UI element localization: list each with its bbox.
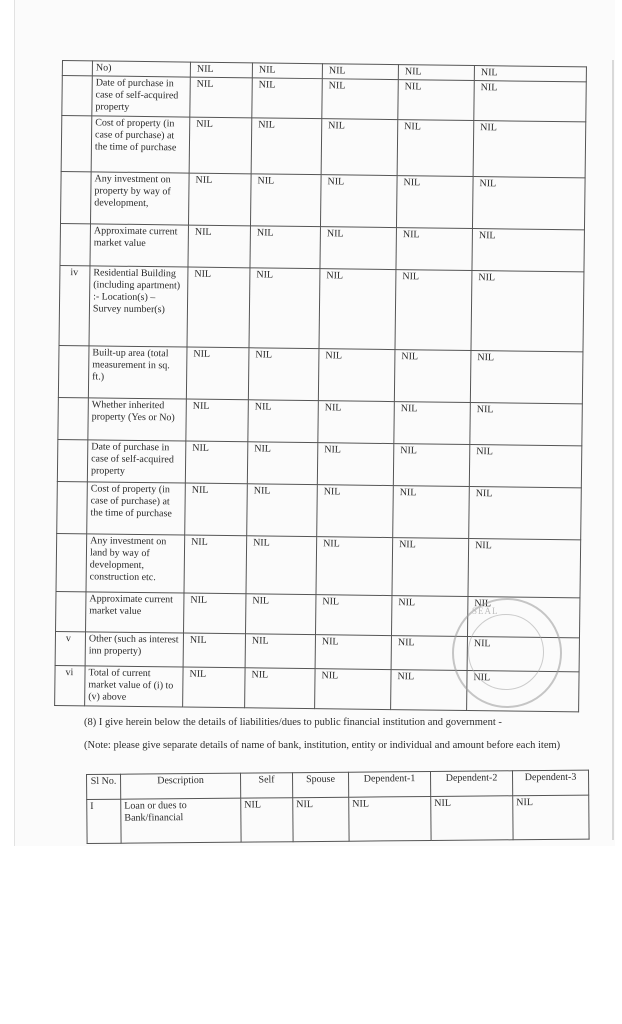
- row-description: Total of current market value of (i) to (v) above: [85, 666, 183, 707]
- value-cell: NIL: [315, 595, 391, 636]
- value-cell: NIL: [470, 403, 583, 446]
- page-edge: [612, 60, 614, 840]
- value-cell: NIL: [470, 351, 583, 404]
- value-cell: NIL: [250, 226, 321, 269]
- section-8-note: (Note: please give separate details of name of bank, institution, entity or individual and amount before each item): [84, 740, 561, 751]
- value-cell: NIL: [393, 486, 470, 539]
- row-description: Date of purchase in case of self-acquired property: [87, 440, 186, 483]
- value-cell: NIL: [513, 795, 589, 840]
- table-row: [58, 397, 582, 445]
- official-seal-stamp: [452, 598, 562, 708]
- value-cell: NIL: [247, 484, 318, 537]
- value-cell: NIL: [392, 538, 469, 597]
- value-cell: NIL: [241, 797, 293, 842]
- value-cell: NIL: [469, 487, 582, 540]
- value-cell: NIL: [349, 796, 431, 841]
- value-cell: NIL: [317, 443, 394, 486]
- value-cell: NIL: [320, 175, 397, 228]
- value-cell: NIL: [245, 634, 315, 669]
- row-description: Loan or dues to Bank/financial: [121, 798, 241, 843]
- value-cell: NIL: [247, 442, 318, 485]
- table-row: [58, 345, 583, 403]
- header-dependent-2: Dependent-2: [430, 771, 512, 796]
- header-dependent-1: Dependent-1: [348, 771, 430, 796]
- row-number: [61, 116, 92, 172]
- row-number: [61, 171, 92, 223]
- value-cell: NIL: [248, 400, 319, 443]
- row-number: [57, 439, 88, 481]
- header-dependent-3: Dependent-3: [512, 770, 588, 795]
- value-cell: NIL: [293, 797, 349, 842]
- value-cell: NIL: [249, 268, 320, 349]
- row-description: Any investment on property by way of development,: [91, 172, 190, 225]
- value-cell: NIL: [188, 225, 251, 268]
- row-number: [60, 223, 91, 265]
- table-row: [59, 265, 584, 351]
- value-cell: NIL: [468, 539, 581, 598]
- section-8-heading: (8) I give herein below the details of liabilities/dues to public financial institution and government -: [84, 717, 502, 728]
- value-cell: NIL: [250, 174, 321, 227]
- value-cell: NIL: [315, 635, 391, 670]
- value-cell: NIL: [471, 271, 584, 352]
- value-cell: NIL: [188, 173, 251, 226]
- value-cell: NIL: [472, 229, 585, 272]
- table-row: [56, 533, 581, 597]
- row-description: Cost of property (in case of purchase) at the time of purchase: [87, 482, 186, 535]
- value-cell: NIL: [398, 65, 474, 81]
- value-cell: NIL: [469, 445, 582, 488]
- row-number: [56, 591, 86, 631]
- row-description: Residential Building (including apartment) :- Location(s) – Survey number(s): [89, 266, 188, 347]
- value-cell: NIL: [472, 177, 585, 230]
- value-cell: NIL: [186, 347, 249, 400]
- value-cell: NIL: [474, 81, 586, 122]
- value-cell: NIL: [319, 269, 396, 350]
- row-description: Date of purchase in case of self-acquired property: [92, 76, 190, 117]
- row-description: No): [92, 61, 190, 77]
- value-cell: NIL: [317, 485, 394, 538]
- value-cell: NIL: [395, 270, 472, 351]
- value-cell: NIL: [320, 227, 397, 270]
- value-cell: NIL: [248, 348, 319, 401]
- value-cell: NIL: [184, 535, 247, 594]
- seal-inner-ring: [468, 614, 544, 690]
- value-cell: NIL: [246, 594, 316, 635]
- value-cell: NIL: [246, 536, 317, 595]
- value-cell: NIL: [398, 80, 474, 121]
- value-cell: NIL: [473, 121, 586, 178]
- value-cell: NIL: [394, 402, 471, 445]
- row-description: Whether inherited property (Yes or No): [88, 398, 187, 441]
- value-cell: NIL: [251, 118, 322, 175]
- value-cell: NIL: [322, 79, 398, 120]
- value-cell: NIL: [321, 119, 398, 176]
- value-cell: NIL: [391, 636, 467, 671]
- row-description: Any investment on land by way of development, construction etc.: [86, 534, 185, 593]
- value-cell: NIL: [467, 596, 579, 637]
- table-row: [60, 223, 584, 271]
- value-cell: NIL: [467, 670, 579, 711]
- table-row: [61, 171, 586, 229]
- table-row: [57, 439, 581, 487]
- row-number: vi: [55, 665, 85, 705]
- blank-margin: [0, 846, 622, 1024]
- value-cell: NIL: [318, 349, 395, 402]
- table-row: [62, 76, 586, 122]
- row-description: Approximate current market value: [86, 592, 184, 633]
- value-cell: NIL: [189, 117, 252, 174]
- row-number: v: [55, 631, 85, 665]
- value-cell: NIL: [391, 670, 467, 711]
- liabilities-table: [86, 770, 590, 844]
- value-cell: NIL: [315, 669, 391, 710]
- row-number: [58, 397, 89, 439]
- row-number: I: [87, 799, 121, 844]
- value-cell: NIL: [431, 795, 513, 840]
- row-description: Other (such as interest inn property): [85, 632, 183, 667]
- row-number: [58, 345, 89, 397]
- value-cell: NIL: [185, 441, 248, 484]
- value-cell: NIL: [394, 350, 471, 403]
- header-spouse: Spouse: [292, 772, 348, 797]
- value-cell: NIL: [474, 66, 586, 82]
- seal-text: SEAL: [472, 606, 499, 616]
- value-cell: NIL: [391, 596, 467, 637]
- value-cell: NIL: [396, 176, 473, 229]
- header-self: Self: [240, 773, 292, 798]
- value-cell: NIL: [252, 78, 322, 119]
- value-cell: NIL: [316, 537, 393, 596]
- row-description: Built-up area (total measurement in sq. ft.): [88, 346, 187, 399]
- row-number: [57, 481, 88, 533]
- value-cell: NIL: [183, 633, 245, 668]
- value-cell: NIL: [184, 593, 246, 634]
- value-cell: NIL: [252, 63, 322, 79]
- table-row: [57, 481, 582, 539]
- value-cell: NIL: [183, 667, 245, 708]
- header-sl-no: Sl No.: [87, 774, 121, 799]
- value-cell: NIL: [245, 668, 315, 709]
- header-description: Description: [121, 773, 241, 799]
- value-cell: NIL: [467, 636, 579, 671]
- value-cell: NIL: [322, 64, 398, 80]
- table-row: [61, 116, 586, 178]
- value-cell: NIL: [318, 401, 395, 444]
- value-cell: NIL: [393, 444, 470, 487]
- row-description: Approximate current market value: [90, 224, 189, 267]
- table-row: [87, 795, 589, 844]
- row-number: [62, 61, 92, 76]
- row-description: Cost of property (in case of purchase) at the time of purchase: [91, 116, 190, 173]
- value-cell: NIL: [396, 228, 473, 271]
- value-cell: NIL: [190, 77, 252, 118]
- value-cell: NIL: [187, 267, 250, 348]
- row-number: iv: [59, 265, 90, 345]
- value-cell: NIL: [397, 120, 474, 177]
- row-number: [62, 76, 92, 116]
- value-cell: NIL: [186, 399, 249, 442]
- value-cell: NIL: [190, 62, 252, 78]
- value-cell: NIL: [185, 483, 248, 536]
- row-number: [56, 533, 87, 591]
